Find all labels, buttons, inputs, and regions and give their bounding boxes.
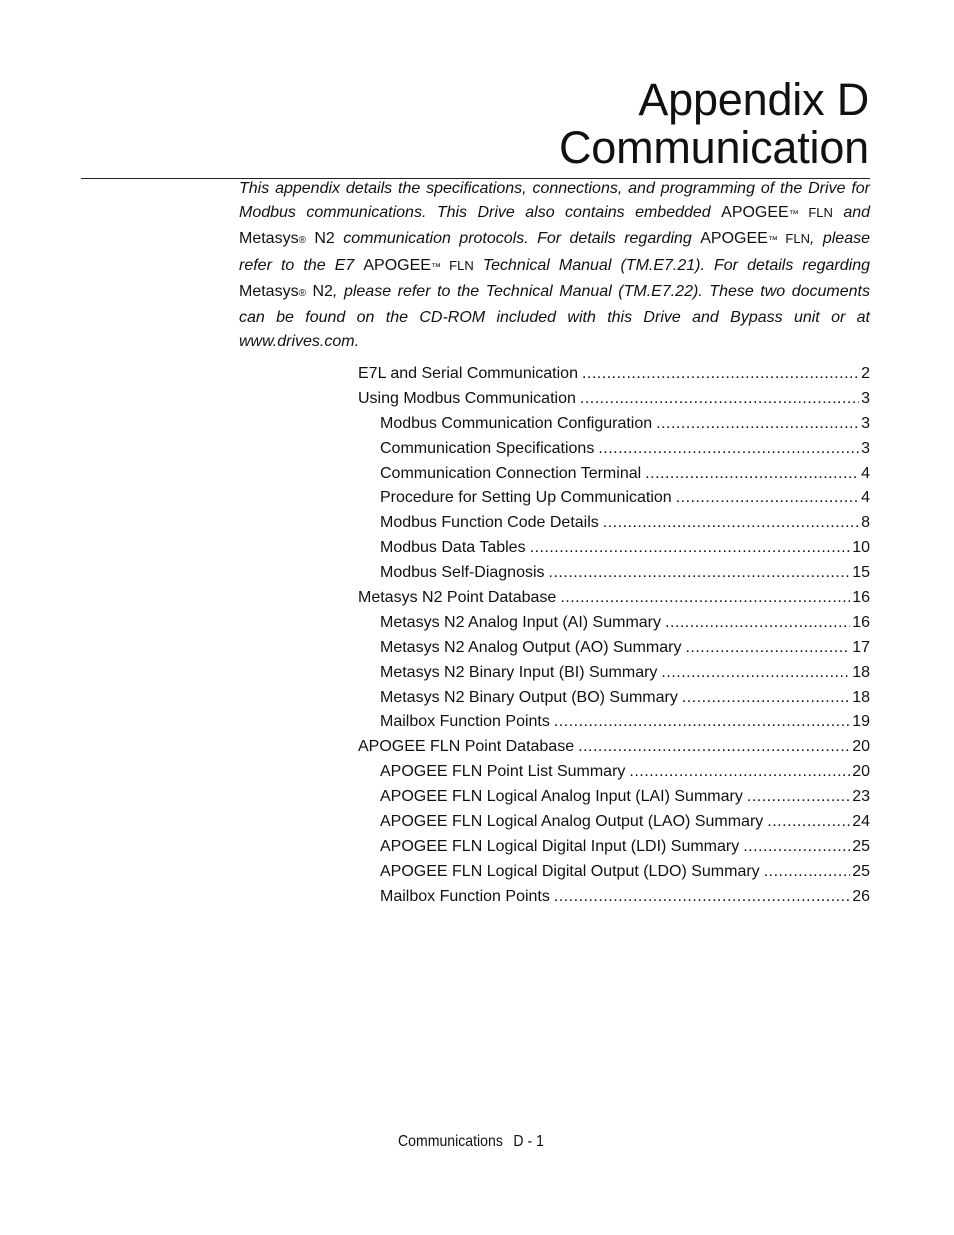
toc-entry[interactable]: [358, 486, 870, 511]
apogee-term-3: [363, 257, 473, 274]
toc-entry-page: 10: [852, 539, 870, 557]
intro-text-6: , please refer to the Technical Manual (TM.E7.22). These two documents can be found on the CD-ROM included with this Drive and Bypass unit or at www.drives.com.: [239, 282, 870, 351]
toc-leader-dots: [582, 362, 859, 387]
toc-leader-dots: [629, 760, 850, 785]
toc-entry-page: 8: [861, 514, 870, 532]
toc-entry-title: Metasys N2 Point Database: [358, 589, 557, 607]
toc-entry-title: APOGEE FLN Logical Analog Output (LAO) Summary: [380, 813, 764, 831]
toc-entry-page: 3: [861, 439, 870, 457]
toc-entry[interactable]: [358, 835, 870, 860]
toc-entry-page: 4: [861, 489, 870, 507]
toc-entry-title: APOGEE FLN Logical Digital Input (LDI) Summary: [380, 837, 740, 855]
toc-entry-page: 2: [861, 365, 870, 382]
toc-entry-page: 15: [852, 564, 870, 582]
apogee-word-3: APOGEE: [363, 256, 431, 274]
intro-paragraph: [239, 177, 870, 354]
toc-entry[interactable]: [358, 760, 870, 785]
toc-entry-title: APOGEE FLN Logical Digital Output (LDO) Summary: [380, 862, 760, 880]
toc-leader-dots: [764, 860, 851, 885]
toc-entry[interactable]: [358, 710, 870, 735]
page-footer: [398, 1131, 544, 1153]
toc-entry-page: 3: [861, 414, 870, 432]
toc-entry-title: APOGEE FLN Point List Summary: [380, 763, 626, 781]
toc-entry[interactable]: [358, 860, 870, 885]
registered-1: ®: [298, 235, 306, 247]
fln-word-2: FLN: [777, 231, 810, 247]
toc-entry-page: 20: [852, 738, 870, 756]
fln-word-1: FLN: [798, 205, 833, 221]
apogee-word-1: APOGEE: [721, 204, 789, 222]
toc-entry-page: 25: [852, 862, 870, 880]
toc-entry[interactable]: [358, 785, 870, 810]
toc-leader-dots: [560, 586, 850, 611]
toc-entry-page: 25: [852, 837, 870, 855]
toc-entry-title: Communication Specifications: [380, 439, 595, 457]
toc-entry-title: Metasys N2 Binary Input (BI) Summary: [380, 663, 658, 681]
toc-entry-title: Modbus Data Tables: [380, 539, 526, 557]
footer-page-number: D - 1: [513, 1133, 544, 1150]
toc-entry[interactable]: [358, 561, 870, 586]
toc-entry-title: Modbus Communication Configuration: [380, 414, 653, 432]
toc-entry-page: 4: [861, 464, 870, 482]
intro-text-3: communication protocols. For details regarding: [334, 230, 701, 248]
toc-entry-title: APOGEE FLN Logical Analog Input (LAI) Summary: [380, 788, 743, 806]
toc-entry[interactable]: [358, 810, 870, 835]
page-title: [559, 76, 869, 172]
metasys-term-2: [239, 283, 333, 300]
toc-entry-title: Metasys N2 Binary Output (BO) Summary: [380, 688, 678, 706]
toc-entry-title: Metasys N2 Analog Output (AO) Summary: [380, 638, 682, 656]
toc-entry[interactable]: [358, 437, 870, 462]
toc-entry-page: 19: [852, 713, 870, 731]
toc-entry-page: 20: [852, 763, 870, 781]
toc-entry-page: 18: [852, 688, 870, 706]
toc-entry-title: APOGEE FLN Point Database: [358, 738, 575, 756]
intro-text-1: This appendix details the specifications, connections, and programming of the Drive for Modbus communications. This Drive also contains embedded: [239, 180, 870, 222]
trademark-2: ™: [767, 235, 778, 247]
toc-entry[interactable]: [358, 586, 870, 611]
toc-entry[interactable]: [358, 511, 870, 536]
toc-entry[interactable]: [358, 536, 870, 561]
apogee-word-2: APOGEE: [700, 230, 768, 248]
toc-entry-title: Mailbox Function Points: [380, 887, 550, 905]
toc-entry[interactable]: [358, 362, 870, 387]
toc-entry-page: 24: [852, 813, 870, 831]
apogee-term-2: [700, 230, 810, 247]
toc-leader-dots: [747, 785, 850, 810]
fln-word-3: FLN: [440, 257, 474, 273]
toc-leader-dots: [685, 636, 850, 661]
toc-entry[interactable]: [358, 686, 870, 711]
toc-entry-page: 16: [852, 589, 870, 607]
n2-word-2: N2: [305, 282, 333, 300]
toc-leader-dots: [665, 611, 850, 636]
toc-leader-dots: [743, 835, 850, 860]
toc-entry-title: Modbus Function Code Details: [380, 514, 599, 532]
toc-entry-title: Communication Connection Terminal: [380, 464, 642, 482]
toc-entry-page: 18: [852, 663, 870, 681]
toc-leader-dots: [598, 437, 859, 462]
toc-leader-dots: [554, 710, 850, 735]
toc-entry-page: 3: [861, 389, 870, 407]
intro-text-2: and: [832, 204, 871, 222]
toc-leader-dots: [767, 810, 850, 835]
toc-leader-dots: [578, 735, 850, 760]
toc-entry-title: Metasys N2 Analog Input (AI) Summary: [380, 613, 661, 631]
toc-entry-page: 17: [852, 638, 870, 656]
toc-leader-dots: [682, 686, 850, 711]
n2-word-1: N2: [305, 230, 335, 248]
toc-entry-title: Modbus Self-Diagnosis: [380, 564, 545, 582]
toc-entry[interactable]: [358, 735, 870, 760]
trademark-1: ™: [788, 209, 799, 221]
toc-leader-dots: [661, 661, 850, 686]
toc-leader-dots: [603, 511, 859, 536]
toc-leader-dots: [676, 486, 859, 511]
toc-entry[interactable]: [358, 412, 870, 437]
toc-entry[interactable]: [358, 611, 870, 636]
toc-entry[interactable]: [358, 661, 870, 686]
toc-entry[interactable]: [358, 885, 870, 910]
metasys-word-1: Metasys: [239, 230, 299, 248]
title-line-appendix: Appendix D: [638, 74, 869, 125]
toc-leader-dots: [656, 412, 859, 437]
apogee-term-1: [721, 204, 833, 221]
toc-entry-title: Procedure for Setting Up Communication: [380, 489, 672, 507]
toc-entry[interactable]: [358, 462, 870, 487]
toc-entry-page: 23: [852, 788, 870, 806]
toc-leader-dots: [580, 387, 859, 412]
metasys-word-2: Metasys: [239, 282, 299, 300]
toc-leader-dots: [530, 536, 851, 561]
toc-entry[interactable]: [358, 636, 870, 661]
footer-section: Communications: [398, 1133, 503, 1150]
registered-2: ®: [298, 287, 306, 299]
title-line-communication: Communication: [558, 122, 869, 173]
toc-leader-dots: [554, 885, 850, 910]
toc-entry-title: Using Modbus Communication: [358, 389, 576, 407]
toc-entry-page: 26: [852, 887, 870, 905]
toc-leader-dots: [645, 462, 859, 487]
intro-text-5: Technical Manual (TM.E7.21). For details regarding: [473, 256, 871, 274]
table-of-contents: [358, 362, 870, 910]
metasys-term-1: [239, 230, 335, 247]
trademark-3: ™: [430, 261, 441, 273]
toc-entry-page: 16: [852, 613, 870, 631]
toc-entry-title: Mailbox Function Points: [380, 713, 550, 731]
toc-entry[interactable]: [358, 387, 870, 412]
toc-leader-dots: [549, 561, 851, 586]
toc-entry-title: E7L and Serial Communication: [358, 365, 578, 382]
intro-text-4: , please refer to the E7: [239, 230, 870, 274]
